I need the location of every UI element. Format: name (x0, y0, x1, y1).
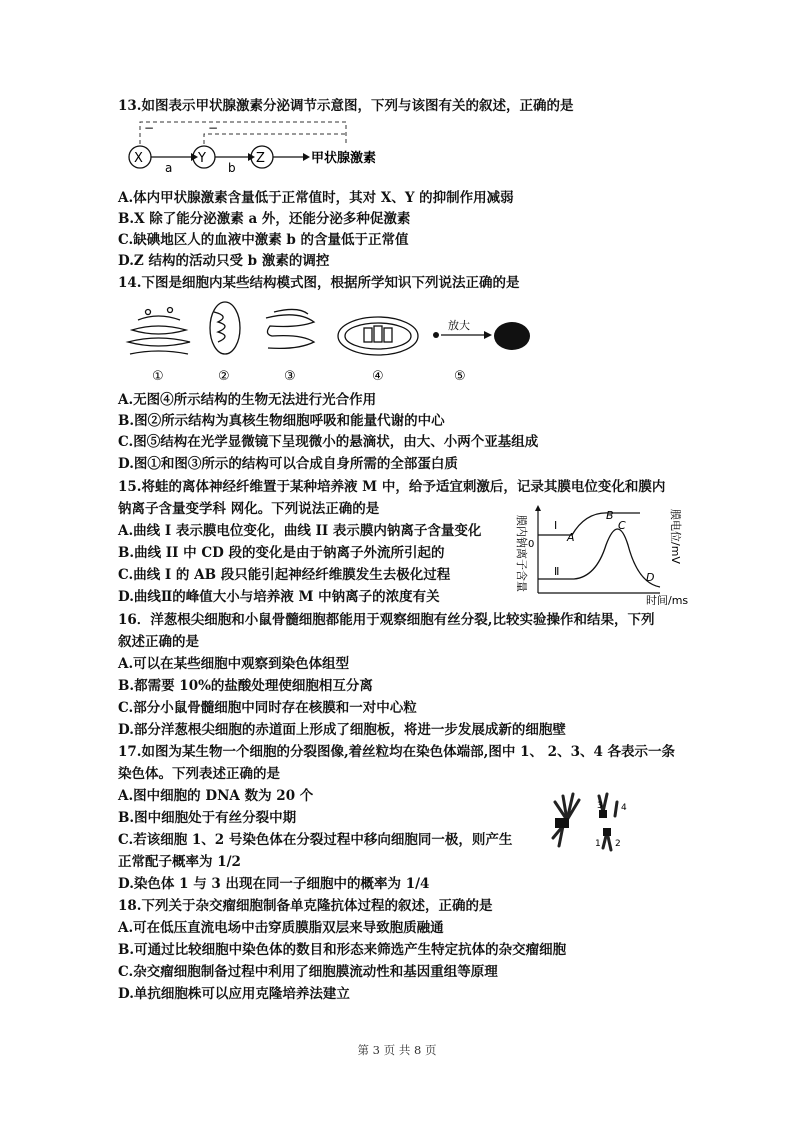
q15-stem-2: 钠离子含量变学科 网化。下列说法正确的是 (118, 501, 380, 517)
q14-option-b: B.图②所示结构为真核生物细胞呼吸和能量代谢的中心 (118, 413, 445, 429)
ylabel-left: 膜内钠离子含量 (515, 515, 528, 592)
node-z: Z (256, 151, 265, 166)
q16-option-c: C.部分小鼠骨髓细胞中同时存在核膜和一对中心粒 (118, 700, 417, 716)
q14-stem: 14.下图是细胞内某些结构模式图，根据所学知识下列说法正确的是 (118, 275, 520, 291)
magnify-label: 放大 (448, 319, 470, 332)
q13-stem: 13.如图表示甲状腺激素分泌调节示意图，下列与该图有关的叙述，正确的是 (118, 98, 574, 114)
mitochondrion-icon (210, 302, 240, 354)
label-2: ② (218, 369, 230, 384)
q17-stem-1: 17.如图为某生物一个细胞的分裂图像,着丝粒均在染色体端部,图中 1、 2、3、4 各表示一条 (118, 744, 676, 760)
q13-option-c: C.缺碘地区人的血液中激素 b 的含量低于正常值 (118, 232, 409, 248)
label-5: ⑤ (454, 369, 466, 384)
label-4: ④ (372, 369, 384, 384)
chromosome-label-2: 2 (615, 839, 621, 849)
ribosome-enlarged (494, 322, 530, 350)
chromosome-label-1: 1 (595, 839, 601, 849)
page-footer: 第 3 页 共 8 页 (357, 1043, 437, 1057)
q17-option-c: C.若该细胞 1、2 号染色体在分裂过程中移向细胞同一极，则产生 (118, 832, 513, 848)
label-1: ① (152, 369, 164, 384)
ylabel-right: 膜电位/mV (669, 509, 682, 564)
thyroid-regulation-diagram (118, 116, 418, 174)
q16-option-b: B.都需要 10%的盐酸处理使细胞相互分离 (118, 678, 373, 694)
ribosome-dot (433, 332, 439, 338)
q18-option-c: C.杂交瘤细胞制备过程中利用了细胞膜流动性和基因重组等原理 (118, 964, 498, 980)
output-label: 甲状腺激素 (311, 151, 377, 166)
q17-option-d: D.染色体 1 与 3 出现在同一子细胞中的概率为 1/4 (118, 876, 430, 892)
arrow-b-label: b (228, 161, 236, 174)
q13-option-d: D.Z 结构的活动只受 b 激素的调控 (118, 253, 330, 269)
q17-option-b: B.图中细胞处于有丝分裂中期 (118, 810, 297, 826)
golgi-icon (128, 308, 190, 355)
q13-option-a: A.体内甲状腺激素含量低于正常值时，其对 X、Y 的抑制作用减弱 (118, 190, 514, 206)
feedback-minus-2: − (208, 121, 219, 135)
q16-stem-2: 叙述正确的是 (118, 634, 199, 650)
q16-option-d: D.部分洋葱根尖细胞的赤道面上形成了细胞板，将进一步发展成新的细胞壁 (118, 722, 566, 738)
point-d: D (646, 571, 655, 584)
arrow-a-label: a (165, 161, 173, 174)
endoplasmic-reticulum-icon (266, 309, 314, 348)
curve-2-label: Ⅱ (554, 565, 560, 578)
q15-stem-1: 15.将蛙的离体神经纤维置于某种培养液 M 中，给予适宜刺激后，记录其膜电位变化和膜内 (118, 479, 666, 495)
chromosome-label-3: 3 (597, 801, 603, 811)
point-b: B (606, 509, 614, 522)
q18-stem: 18.下列关于杂交瘤细胞制备单克隆抗体过程的叙述，正确的是 (118, 898, 493, 914)
membrane-potential-graph (500, 505, 690, 605)
q18-option-a: A.可在低压直流电场中击穿质膜脂双层来导致胞质融通 (118, 920, 444, 936)
q15-option-a: A.曲线 I 表示膜电位变化，曲线 II 表示膜内钠离子含量变化 (118, 523, 482, 539)
q15-option-b: B.曲线 II 中 CD 段的变化是由于钠离子外流所引起的 (118, 545, 445, 561)
chloroplast-icon (338, 317, 418, 355)
organelle-diagram (118, 298, 538, 384)
node-y: Y (198, 151, 206, 166)
chromosome-division-figure (545, 772, 635, 854)
q14-option-a: A.无图④所示结构的生物无法进行光合作用 (118, 392, 377, 408)
node-x: X (134, 151, 143, 166)
zero-label: 0 (528, 539, 535, 550)
q18-option-b: B.可通过比较细胞中染色体的数目和形态来筛选产生特定抗体的杂交瘤细胞 (118, 942, 567, 958)
q13-option-b: B.X 除了能分泌激素 a 外，还能分泌多种促激素 (118, 211, 411, 227)
q15-option-c: C.曲线 I 的 AB 段只能引起神经纤维膜发生去极化过程 (118, 567, 451, 583)
chromosome-label-4: 4 (621, 803, 627, 813)
xlabel: 时间/ms (646, 594, 689, 605)
q16-option-a: A.可以在某些细胞中观察到染色体组型 (118, 656, 350, 672)
point-c: C (618, 519, 626, 532)
q16-stem-1: 16．洋葱根尖细胞和小鼠骨髓细胞都能用于观察细胞有丝分裂,比较实验操作和结果，下列 (118, 612, 655, 628)
q15-option-d: D.曲线Ⅱ的峰值大小与培养液 M 中钠离子的浓度有关 (118, 589, 440, 605)
q17-stem-2: 染色体。下列表述正确的是 (118, 766, 280, 782)
q14-option-c: C.图⑤结构在光学显微镜下呈现微小的悬滴状，由大、小两个亚基组成 (118, 434, 539, 450)
point-a: A (567, 531, 575, 544)
q17-option-c-cont: 正常配子概率为 1/2 (118, 854, 241, 870)
label-3: ③ (284, 369, 296, 384)
q18-option-d: D.单抗细胞株可以应用克隆培养法建立 (118, 986, 350, 1002)
curve-1-label: Ⅰ (554, 519, 558, 532)
feedback-minus-1: − (144, 121, 155, 135)
q14-option-d: D.图①和图③所示的结构可以合成自身所需的全部蛋白质 (118, 456, 458, 472)
q17-option-a: A.图中细胞的 DNA 数为 20 个 (118, 788, 314, 804)
